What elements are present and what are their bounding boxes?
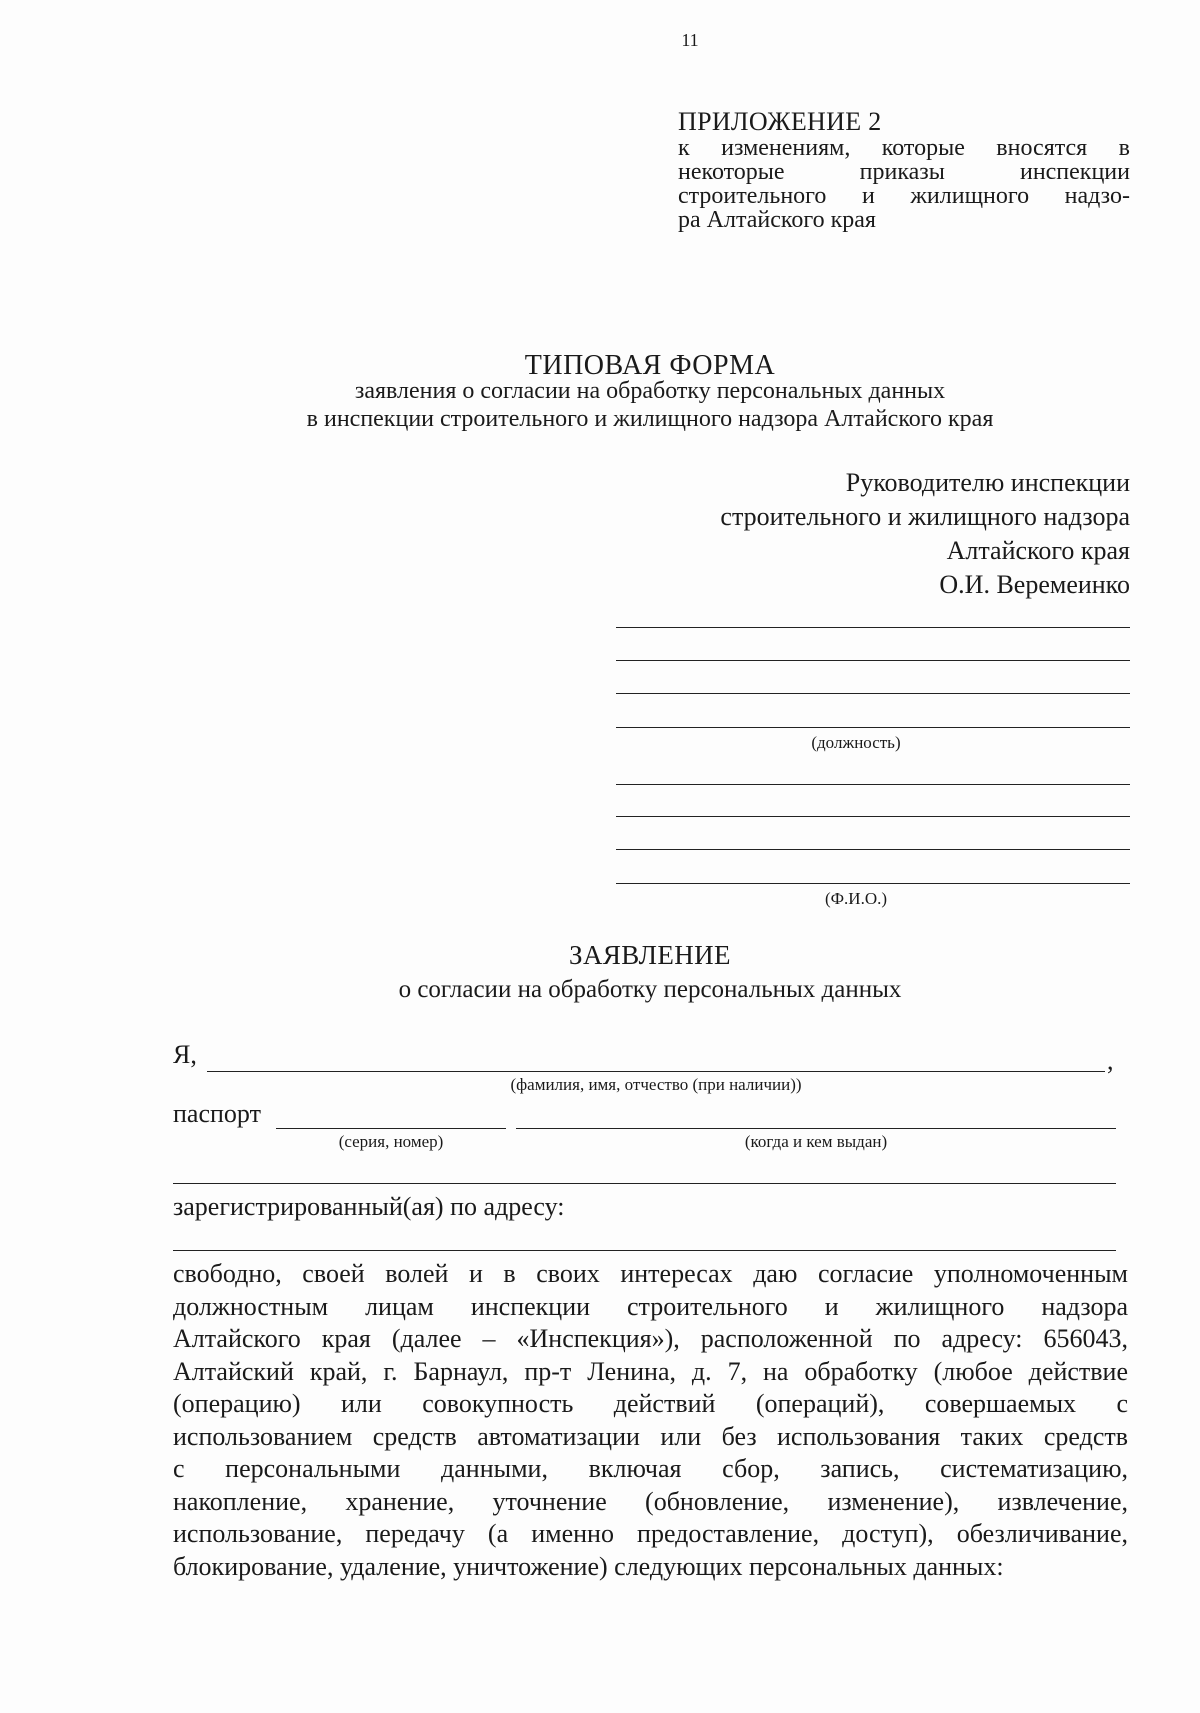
full-name-line[interactable] <box>207 1071 1105 1072</box>
position-line[interactable] <box>616 693 1130 694</box>
position-line[interactable] <box>616 727 1130 728</box>
paragraph-line: использованием средств автоматизации или без использования таких средств <box>173 1421 1128 1451</box>
statement-subtitle: о согласии на обработку персональных данных <box>398 976 902 1003</box>
paragraph-line: Алтайского края (далее – «Инспекция»), расположенной по адресу: 656043, <box>173 1324 1128 1353</box>
consent-paragraph <box>173 1258 1128 1583</box>
comma: , <box>1107 1046 1114 1075</box>
appendix-title: ПРИЛОЖЕНИЕ 2 <box>678 107 882 136</box>
addressee-line: О.И. Веремеинко <box>939 570 1130 599</box>
addressee-line: Алтайского края <box>946 536 1130 565</box>
fio-caption: (Ф.И.О.) <box>824 889 888 908</box>
full-name-caption: (фамилия, имя, отчество (при наличии)) <box>510 1075 802 1094</box>
paragraph-line: с персональными данными, включая сбор, запись, систематизацию, <box>173 1454 1128 1483</box>
appendix-line: некоторые приказы инспекции <box>678 159 1130 185</box>
fio-line[interactable] <box>616 883 1130 884</box>
addressee-line: строительного и жилищного надзора <box>720 502 1130 531</box>
paragraph-line: использование, передачу (а именно предоставление, доступ), обезличивание, <box>173 1519 1128 1548</box>
paragraph-line: Алтайский край, г. Барнаул, пр-т Ленина, д. 7, на обработку (любое действие <box>173 1356 1128 1386</box>
passport-series-caption: (серия, номер) <box>338 1132 444 1151</box>
passport-issued-caption: (когда и кем выдан) <box>744 1132 888 1151</box>
i-label: Я, <box>173 1040 197 1069</box>
fio-line[interactable] <box>616 784 1130 785</box>
passport-label: паспорт <box>173 1099 261 1128</box>
form-subtitle-line2: в инспекции строительного и жилищного надзора Алтайского края <box>306 406 994 432</box>
paragraph-line: должностным лицам инспекции строительного и жилищного надзора <box>173 1291 1128 1321</box>
form-title: ТИПОВАЯ ФОРМА <box>524 350 776 381</box>
paragraph-line: (операцию) или совокупность действий (операций), совершаемых с <box>173 1389 1128 1418</box>
position-caption: (должность) <box>811 733 901 752</box>
statement-title: ЗАЯВЛЕНИЕ <box>569 940 731 970</box>
appendix-block <box>678 107 1130 233</box>
fio-line[interactable] <box>616 849 1130 850</box>
form-subtitle-line1: заявления о согласии на обработку персональных данных <box>354 378 946 404</box>
appendix-line: строительного и жилищного надзо- <box>678 183 1130 209</box>
fio-line[interactable] <box>616 816 1130 817</box>
passport-issued-line[interactable] <box>516 1128 1116 1129</box>
paragraph-line: свободно, своей волей и в своих интересах даю согласие уполномоченным <box>173 1259 1128 1288</box>
paragraph-line: накопление, хранение, уточнение (обновление, изменение), извлечение, <box>173 1486 1128 1516</box>
registered-address-label: зарегистрированный(ая) по адресу: <box>173 1192 565 1221</box>
addressee-line: Руководителю инспекции <box>845 468 1130 497</box>
addressee-block <box>570 466 1130 602</box>
position-line[interactable] <box>616 660 1130 661</box>
appendix-line: к изменениям, которые вносятся в <box>678 135 1130 161</box>
position-line[interactable] <box>616 627 1130 628</box>
page-number: 11 <box>681 30 699 50</box>
appendix-line: ра Алтайского края <box>678 207 876 233</box>
passport-series-line[interactable] <box>276 1128 506 1129</box>
address-line[interactable] <box>173 1250 1116 1251</box>
paragraph-line: блокирование, удаление, уничтожение) следующих персональных данных: <box>173 1551 1004 1581</box>
passport-continuation-line[interactable] <box>173 1183 1116 1184</box>
